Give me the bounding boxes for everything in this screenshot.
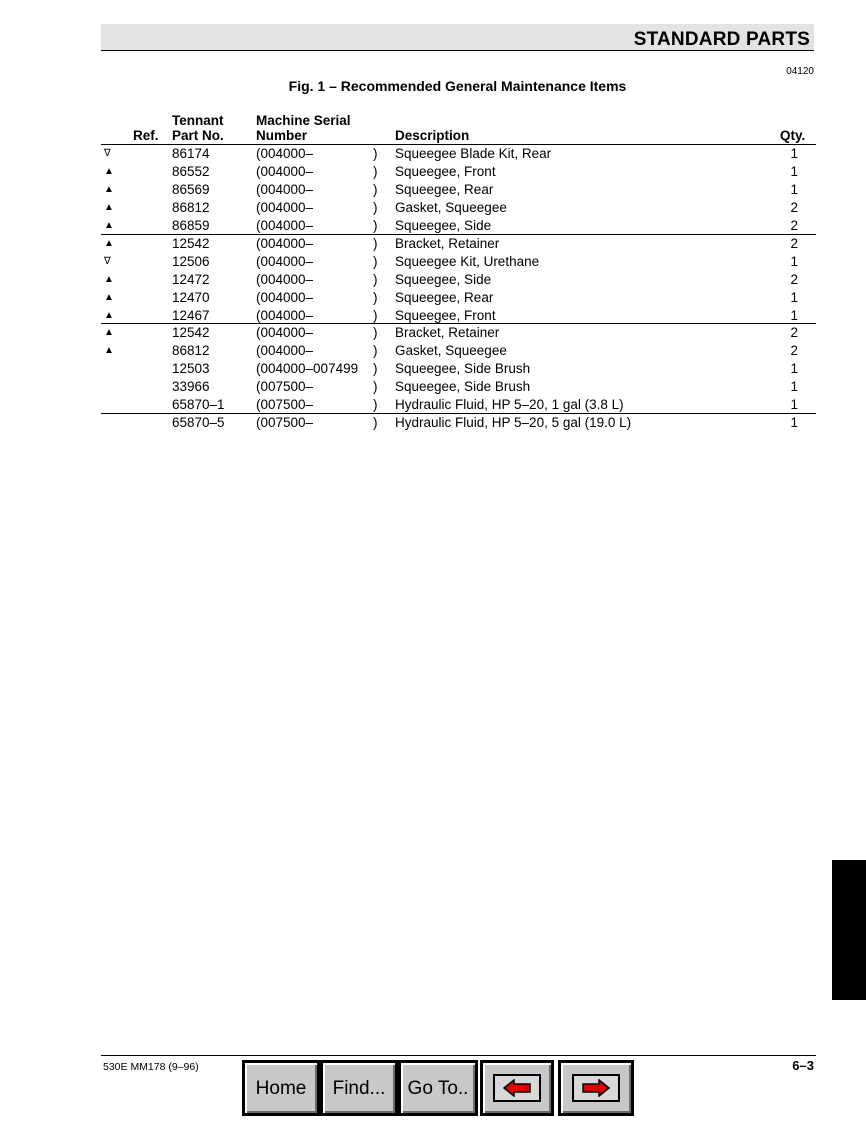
table-row — [101, 181, 816, 199]
table-row — [101, 378, 816, 396]
quantity: 1 — [790, 361, 798, 376]
parts-table — [101, 145, 816, 432]
quantity: 1 — [790, 307, 798, 323]
part-number: 86569 — [172, 182, 210, 197]
ref-symbol: ▲ — [104, 345, 114, 356]
serial-range: (004000– — [256, 218, 314, 233]
part-number: 12470 — [172, 289, 210, 305]
part-description: Squeegee, Side — [395, 271, 492, 287]
right-arrow-icon — [572, 1074, 620, 1102]
part-number: 12467 — [172, 307, 210, 323]
table-row — [101, 217, 816, 235]
serial-close-paren: ) — [373, 253, 378, 269]
ref-symbol: ▲ — [104, 237, 114, 249]
part-number: 65870–1 — [172, 397, 225, 412]
table-row — [101, 307, 816, 325]
serial-range: (007500– — [256, 379, 314, 394]
navigation-bar — [240, 1060, 636, 1122]
ref-symbol: ▲ — [104, 220, 114, 231]
serial-range: (004000– — [256, 164, 314, 179]
part-description: Squeegee, Rear — [395, 289, 494, 305]
goto-button-label: Go To.. — [407, 1078, 469, 1099]
section-thumb-tab — [832, 860, 866, 1000]
ref-symbol: ▲ — [104, 202, 114, 213]
part-number: 86552 — [172, 164, 210, 179]
serial-close-paren: ) — [373, 343, 378, 358]
part-description: Squeegee, Side Brush — [395, 379, 531, 394]
quantity: 2 — [790, 235, 798, 251]
col-serial-line1: Machine Serial — [256, 113, 351, 128]
serial-range: (004000– — [256, 307, 314, 323]
part-number: 33966 — [172, 379, 210, 394]
table-row — [101, 235, 816, 253]
serial-range: (004000– — [256, 253, 314, 269]
part-description: Squeegee, Front — [395, 164, 496, 179]
serial-close-paren: ) — [373, 146, 378, 161]
serial-close-paren: ) — [373, 182, 378, 197]
quantity: 2 — [790, 343, 798, 358]
serial-close-paren: ) — [373, 325, 378, 340]
home-button-label: Home — [255, 1078, 307, 1099]
part-number: 65870–5 — [172, 414, 225, 430]
quantity: 1 — [790, 414, 798, 430]
ref-symbol: ▲ — [104, 166, 114, 177]
table-row — [101, 414, 816, 432]
serial-close-paren: ) — [373, 235, 378, 251]
serial-range: (004000– — [256, 182, 314, 197]
ref-symbol: ▲ — [104, 184, 114, 195]
col-description: Description — [395, 128, 470, 143]
quantity: 1 — [790, 182, 798, 197]
serial-close-paren: ) — [373, 289, 378, 305]
serial-close-paren: ) — [373, 379, 378, 394]
section-title: STANDARD PARTS — [633, 29, 810, 50]
part-description: Gasket, Squeegee — [395, 343, 507, 358]
serial-range: (004000– — [256, 325, 314, 340]
ref-symbol: ∇ — [104, 255, 111, 267]
part-description: Squeegee, Side Brush — [395, 361, 531, 376]
left-arrow-icon — [493, 1074, 541, 1102]
col-serial-line2: Number — [256, 128, 308, 143]
ref-symbol: ▲ — [104, 309, 114, 321]
part-number: 12503 — [172, 361, 210, 376]
footer-manual-id: 530E MM178 (9–96) — [103, 1061, 199, 1073]
serial-range: (004000– — [256, 343, 314, 358]
col-ref: Ref. — [133, 128, 159, 143]
doc-code: 04120 — [786, 66, 814, 77]
page-number: 6–3 — [792, 1058, 814, 1073]
serial-close-paren: ) — [373, 361, 378, 376]
serial-close-paren: ) — [373, 414, 378, 430]
serial-close-paren: ) — [373, 307, 378, 323]
serial-range: (004000–007499 — [256, 361, 359, 376]
part-number: 86812 — [172, 200, 210, 215]
quantity: 1 — [790, 146, 798, 161]
part-description: Squeegee, Rear — [395, 182, 494, 197]
table-row — [101, 289, 816, 307]
part-description: Squeegee Kit, Urethane — [395, 253, 540, 269]
quantity: 2 — [790, 200, 798, 215]
quantity: 1 — [790, 289, 798, 305]
serial-range: (004000– — [256, 146, 314, 161]
part-number: 12472 — [172, 271, 210, 287]
serial-range: (007500– — [256, 414, 314, 430]
quantity: 2 — [790, 271, 798, 287]
part-number: 86859 — [172, 218, 210, 233]
ref-symbol: ▲ — [104, 273, 114, 285]
part-number: 12506 — [172, 253, 210, 269]
part-description: Hydraulic Fluid, HP 5–20, 1 gal (3.8 L) — [395, 397, 624, 412]
table-row — [101, 324, 816, 342]
serial-close-paren: ) — [373, 397, 378, 412]
quantity: 2 — [790, 325, 798, 340]
part-number: 86812 — [172, 343, 210, 358]
table-row — [101, 360, 816, 378]
ref-symbol: ∇ — [104, 148, 111, 159]
ref-symbol: ▲ — [104, 327, 114, 338]
col-tennant-line2: Part No. — [172, 128, 224, 143]
home-button[interactable] — [242, 1060, 320, 1116]
quantity: 1 — [790, 397, 798, 412]
ref-symbol: ▲ — [104, 291, 114, 303]
part-description: Bracket, Retainer — [395, 235, 500, 251]
header-band — [101, 24, 814, 51]
serial-close-paren: ) — [373, 200, 378, 215]
figure-title: Fig. 1 – Recommended General Maintenance Items — [288, 78, 627, 94]
find-button-label: Find... — [332, 1078, 386, 1099]
quantity: 2 — [790, 218, 798, 233]
quantity: 1 — [790, 253, 798, 269]
col-tennant-line1: Tennant — [172, 113, 224, 128]
quantity: 1 — [790, 164, 798, 179]
serial-range: (007500– — [256, 397, 314, 412]
table-row — [101, 145, 816, 163]
serial-range: (004000– — [256, 235, 314, 251]
next-page-button[interactable] — [558, 1060, 634, 1116]
serial-close-paren: ) — [373, 218, 378, 233]
part-description: Hydraulic Fluid, HP 5–20, 5 gal (19.0 L) — [395, 414, 632, 430]
goto-button[interactable] — [398, 1060, 478, 1116]
serial-range: (004000– — [256, 200, 314, 215]
part-description: Squeegee Blade Kit, Rear — [395, 146, 552, 161]
part-number: 12542 — [172, 325, 210, 340]
footer-rule — [101, 1055, 816, 1056]
part-description: Squeegee, Front — [395, 307, 496, 323]
part-description: Bracket, Retainer — [395, 325, 500, 340]
find-button[interactable] — [320, 1060, 398, 1116]
table-row — [101, 271, 816, 289]
part-description: Gasket, Squeegee — [395, 200, 507, 215]
table-row — [101, 199, 816, 217]
serial-range: (004000– — [256, 289, 314, 305]
col-qty: Qty. — [780, 128, 806, 143]
part-number: 86174 — [172, 146, 210, 161]
table-row — [101, 163, 816, 181]
serial-close-paren: ) — [373, 271, 378, 287]
serial-close-paren: ) — [373, 164, 378, 179]
quantity: 1 — [790, 379, 798, 394]
previous-page-button[interactable] — [480, 1060, 554, 1116]
table-row — [101, 342, 816, 360]
table-row — [101, 396, 816, 414]
part-number: 12542 — [172, 235, 210, 251]
table-row — [101, 253, 816, 271]
serial-range: (004000– — [256, 271, 314, 287]
part-description: Squeegee, Side — [395, 218, 492, 233]
